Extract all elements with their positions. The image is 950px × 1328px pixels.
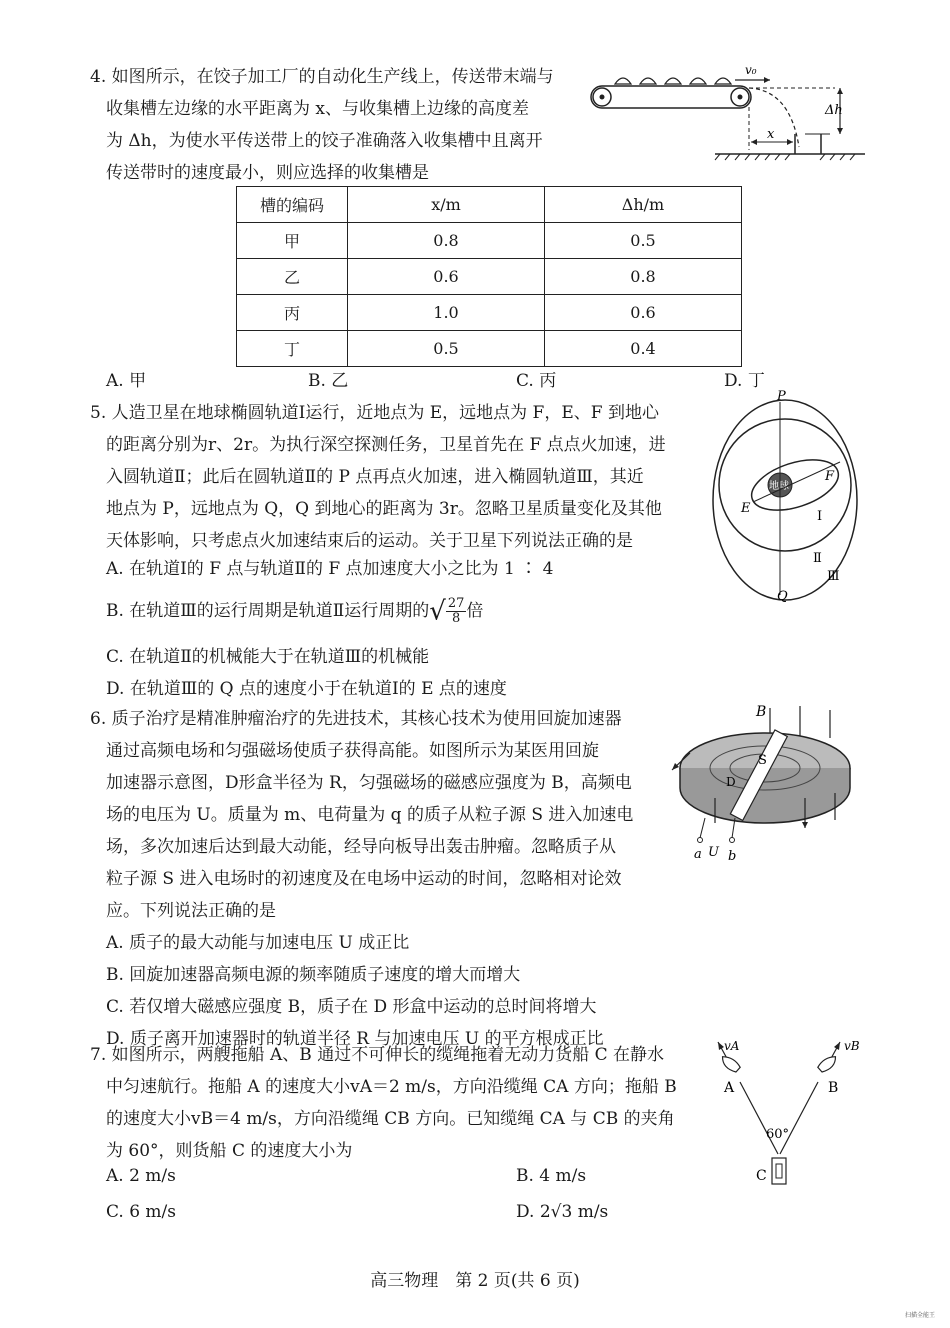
table-cell: 0.4 xyxy=(545,331,742,367)
table-header: x/m xyxy=(348,187,545,223)
boat-a-label: A xyxy=(724,1080,735,1096)
orbit-ii-label: Ⅱ xyxy=(813,551,822,566)
q4-line-1: 4. 如图所示，在饺子加工厂的自动化生产线上，传送带末端与 xyxy=(90,67,554,87)
conveyor-figure xyxy=(585,62,875,162)
q5-line-5: 天体影响，只考虑点火加速结束后的运动。关于卫星下列说法正确的是 xyxy=(106,531,633,551)
q6-option-c: C. 若仅增大磁感应强度 B，质子在 D 形盒中运动的总时间将增大 xyxy=(106,997,597,1017)
fraction xyxy=(446,597,467,626)
vb-label: vB xyxy=(844,1039,860,1053)
page-footer: 高三物理 第 2 页(共 6 页) xyxy=(370,1271,580,1291)
table-cell: 丙 xyxy=(237,295,348,331)
fraction-numerator: 27 xyxy=(447,596,465,611)
q5-option-d: D. 在轨道Ⅲ的 Q 点的速度小于在轨道Ⅰ的 E 点的速度 xyxy=(106,679,507,699)
point-p-label: P xyxy=(777,390,786,404)
table-cell: 甲 xyxy=(237,223,348,259)
dee-d-label: D xyxy=(726,775,736,789)
boat-b-label: B xyxy=(828,1080,839,1096)
q5-line-4: 地点为 P，远地点为 Q，Q 到地心的距离为 3r。忽略卫星质量变化及其他 xyxy=(106,499,662,519)
table-cell: 0.5 xyxy=(348,331,545,367)
table-cell: 0.6 xyxy=(348,259,545,295)
table-header: Δh/m xyxy=(545,187,742,223)
earth-label: 地球 xyxy=(769,481,789,492)
table-row xyxy=(237,295,742,331)
q5-line-1: 5. 人造卫星在地球椭圆轨道Ⅰ运行，近地点为 E，远地点为 F，E、F 到地心 xyxy=(90,403,659,423)
q6-option-b: B. 回旋加速器高频电源的频率随质子速度的增大而增大 xyxy=(106,965,521,985)
q4-option-b: B. 乙 xyxy=(308,371,349,391)
q7-option-a: A. 2 m/s xyxy=(106,1166,176,1186)
q7-line-3: 的速度大小vB＝4 m/s，方向沿缆绳 CB 方向。已知缆绳 CA 与 CB 的夹角 xyxy=(106,1109,675,1129)
field-b-label: B xyxy=(756,704,767,720)
source-s-label: S xyxy=(758,753,767,768)
table-row xyxy=(237,331,742,367)
q5-option-c: C. 在轨道Ⅱ的机械能大于在轨道Ⅲ的机械能 xyxy=(106,647,430,667)
q5-line-2: 的距离分别为r、2r。为执行深空探测任务，卫星首先在 F 点点火加速，进 xyxy=(106,435,666,455)
cyclotron-figure xyxy=(670,698,880,868)
q6-option-d: D. 质子离开加速器时的轨道半径 R 与加速电压 U 的平方根成正比 xyxy=(106,1029,604,1049)
table-cell: 1.0 xyxy=(348,295,545,331)
q6-line-6: 粒子源 S 进入电场时的初速度及在电场中运动的时间，忽略相对论效 xyxy=(106,869,622,889)
q6-option-a: A. 质子的最大动能与加速电压 U 成正比 xyxy=(106,933,410,953)
v0-label: v₀ xyxy=(745,63,757,77)
table-cell: 0.8 xyxy=(545,259,742,295)
angle-label: 60° xyxy=(766,1127,790,1142)
q4-option-d: D. 丁 xyxy=(724,371,765,391)
q7-line-2: 中匀速航行。拖船 A 的速度大小vA＝2 m/s，方向沿缆绳 CA 方向；拖船 B xyxy=(106,1077,677,1097)
q7-option-b: B. 4 m/s xyxy=(516,1166,587,1186)
q4-line-4: 传送带时的速度最小，则应选择的收集槽是 xyxy=(106,163,429,183)
ship-c-label: C xyxy=(756,1168,767,1184)
q5-option-a: A. 在轨道Ⅰ的 F 点与轨道Ⅱ的 F 点加速度大小之比为 1 ∶ 4 xyxy=(106,559,554,579)
terminal-b-label: b xyxy=(728,849,737,864)
orbit-i-label: Ⅰ xyxy=(817,509,823,524)
q5-line-3: 入圆轨道Ⅱ；此后在圆轨道Ⅱ的 P 点再点火加速，进入椭圆轨道Ⅲ，其近 xyxy=(106,467,644,487)
q6-line-1: 6. 质子治疗是精准肿瘤治疗的先进技术，其核心技术为使用回旋加速器 xyxy=(90,709,622,729)
q7-option-d: D. 2√3 m/s xyxy=(516,1202,609,1222)
q4-line-3: 为 Δh，为使水平传送带上的饺子准确落入收集槽中且离开 xyxy=(106,131,543,151)
table-cell: 0.5 xyxy=(545,223,742,259)
orbit-iii-label: Ⅲ xyxy=(827,569,840,584)
va-label: vA xyxy=(724,1039,740,1053)
table-cell: 0.6 xyxy=(545,295,742,331)
scanner-watermark: 扫描全能王 xyxy=(905,1312,936,1319)
table-cell: 丁 xyxy=(237,331,348,367)
q5-option-b: B. 在轨道Ⅲ的运行周期是轨道Ⅱ运行周期的√ $\frac{27}{8}$ 倍 xyxy=(106,596,484,627)
point-f-label: F xyxy=(825,469,835,484)
q7-line-1: 7. 如图所示，两艘拖船 A、B 通过不可伸长的缆绳拖着无动力货船 C 在静水 xyxy=(90,1045,665,1065)
table-cell: 0.8 xyxy=(348,223,545,259)
q4-line-2: 收集槽左边缘的水平距离为 x、与收集槽上边缘的高度差 xyxy=(106,99,529,119)
q4-option-c: C. 丙 xyxy=(516,371,557,391)
q5-option-b-text: B. 在轨道Ⅲ的运行周期是轨道Ⅱ运行周期的 xyxy=(106,601,430,621)
tugboat-figure xyxy=(700,1034,870,1194)
slot-table xyxy=(236,186,742,367)
point-q-label: Q xyxy=(777,589,788,604)
q7-line-4: 为 60°，则货船 C 的速度大小为 xyxy=(106,1141,353,1161)
q5-option-b-suffix: 倍 xyxy=(466,601,484,621)
orbit-figure xyxy=(705,390,875,610)
table-header-row xyxy=(237,187,742,223)
q6-line-3: 加速器示意图，D形盒半径为 R，匀强磁场的磁感应强度为 B，高频电 xyxy=(106,773,632,793)
point-e-label: E xyxy=(741,501,751,516)
dh-label: Δh xyxy=(825,103,843,118)
voltage-u-label: U xyxy=(708,845,719,860)
q7-option-c: C. 6 m/s xyxy=(106,1202,177,1222)
terminal-a-label: a xyxy=(694,847,702,862)
q6-line-5: 场，多次加速后达到最大动能，经导向板导出轰击肿瘤。忽略质子从 xyxy=(106,837,616,857)
table-cell: 乙 xyxy=(237,259,348,295)
q6-line-7: 应。下列说法正确的是 xyxy=(106,901,276,921)
table-row xyxy=(237,259,742,295)
table-row xyxy=(237,223,742,259)
q6-line-2: 通过高频电场和匀强磁场使质子获得高能。如图所示为某医用回旋 xyxy=(106,741,599,761)
fraction-denominator: 8 xyxy=(451,611,461,626)
q4-option-a: A. 甲 xyxy=(106,371,147,391)
x-label: x xyxy=(767,127,775,142)
q6-line-4: 场的电压为 U。质量为 m、电荷量为 q 的质子从粒子源 S 进入加速电 xyxy=(106,805,634,825)
table-header: 槽的编码 xyxy=(237,187,348,223)
